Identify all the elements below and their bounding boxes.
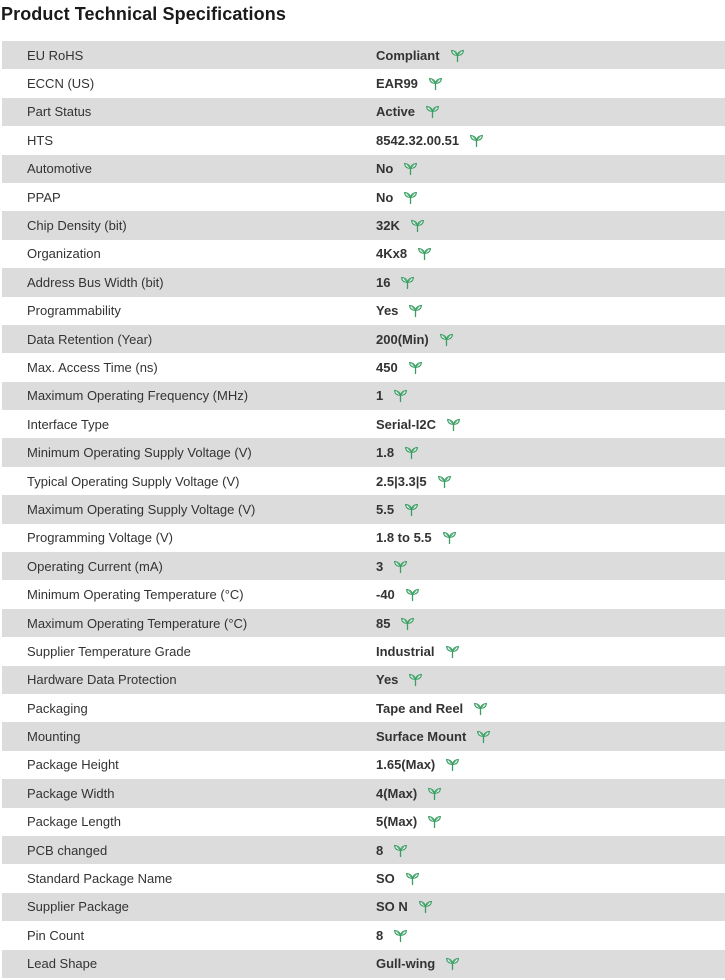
spec-label: Package Width bbox=[27, 785, 115, 801]
spec-label: Data Retention (Year) bbox=[27, 331, 153, 347]
spec-value-cell bbox=[376, 161, 419, 176]
spec-value-cell bbox=[376, 502, 420, 517]
rohs-compliant-leaf-icon bbox=[392, 843, 409, 858]
spec-value-cell bbox=[376, 275, 416, 290]
spec-label: Interface Type bbox=[27, 416, 110, 432]
spec-label: Standard Package Name bbox=[27, 871, 173, 887]
table-row bbox=[2, 921, 725, 949]
table-row bbox=[2, 609, 725, 637]
spec-value-cell bbox=[376, 757, 461, 772]
table-row bbox=[2, 893, 725, 921]
page-title: Product Technical Specifications bbox=[1, 4, 286, 24]
table-row bbox=[2, 580, 725, 608]
spec-label: Lead Shape bbox=[27, 956, 98, 972]
rohs-compliant-leaf-icon bbox=[426, 814, 443, 829]
spec-value: SO bbox=[376, 871, 395, 887]
spec-label: EU RoHS bbox=[27, 47, 84, 63]
spec-label: Automotive bbox=[27, 161, 93, 177]
spec-value: 1 bbox=[376, 388, 384, 404]
spec-value-cell bbox=[376, 616, 416, 631]
spec-value-cell bbox=[376, 360, 424, 375]
spec-value-cell bbox=[376, 445, 420, 460]
rohs-compliant-leaf-icon bbox=[441, 530, 458, 545]
spec-value-cell bbox=[376, 786, 443, 801]
table-row bbox=[2, 779, 725, 807]
spec-label: Package Length bbox=[27, 814, 121, 830]
rohs-compliant-leaf-icon bbox=[392, 388, 409, 403]
spec-value: Serial-I2C bbox=[376, 416, 436, 432]
rohs-compliant-leaf-icon bbox=[409, 218, 426, 233]
spec-value-cell bbox=[376, 644, 461, 659]
table-row bbox=[2, 552, 725, 580]
spec-label: Minimum Operating Supply Voltage (V) bbox=[27, 445, 252, 461]
table-row bbox=[2, 240, 725, 268]
table-row bbox=[2, 524, 725, 552]
spec-value-cell bbox=[376, 559, 409, 574]
rohs-compliant-leaf-icon bbox=[403, 502, 420, 517]
spec-label: Operating Current (mA) bbox=[27, 558, 163, 574]
table-row bbox=[2, 126, 725, 154]
spec-value: -40 bbox=[376, 587, 395, 603]
rohs-compliant-leaf-icon bbox=[403, 445, 420, 460]
spec-value: 16 bbox=[376, 274, 391, 290]
spec-value-cell bbox=[376, 672, 424, 687]
spec-label: Maximum Operating Frequency (MHz) bbox=[27, 388, 249, 404]
spec-value-cell bbox=[376, 871, 421, 886]
table-row bbox=[2, 637, 725, 665]
spec-value-cell bbox=[376, 843, 409, 858]
spec-label: Mounting bbox=[27, 729, 81, 745]
spec-value: 1.65(Max) bbox=[376, 757, 436, 773]
spec-value-cell bbox=[376, 218, 426, 233]
spec-value: 2.5|3.3|5 bbox=[376, 473, 427, 489]
rohs-compliant-leaf-icon bbox=[426, 786, 443, 801]
table-row bbox=[2, 694, 725, 722]
table-row bbox=[2, 41, 725, 69]
rohs-compliant-leaf-icon bbox=[444, 757, 461, 772]
spec-value: 450 bbox=[376, 359, 398, 375]
table-row bbox=[2, 666, 725, 694]
spec-value: 5.5 bbox=[376, 501, 395, 517]
table-row bbox=[2, 98, 725, 126]
rohs-compliant-leaf-icon bbox=[392, 928, 409, 943]
spec-value-cell bbox=[376, 303, 424, 318]
spec-value: SO N bbox=[376, 899, 408, 915]
spec-label: Max. Access Time (ns) bbox=[27, 359, 158, 375]
spec-value: Compliant bbox=[376, 47, 440, 63]
rohs-compliant-leaf-icon bbox=[392, 559, 409, 574]
spec-value: 1.8 bbox=[376, 445, 395, 461]
rohs-compliant-leaf-icon bbox=[407, 672, 424, 687]
rohs-compliant-leaf-icon bbox=[416, 246, 433, 261]
table-row bbox=[2, 183, 725, 211]
table-row bbox=[2, 382, 725, 410]
spec-value: Active bbox=[376, 104, 416, 120]
spec-value-cell bbox=[376, 76, 444, 91]
rohs-compliant-leaf-icon bbox=[402, 161, 419, 176]
spec-value: 32K bbox=[376, 218, 400, 234]
spec-value-cell bbox=[376, 729, 492, 744]
spec-value: Yes bbox=[376, 303, 399, 319]
spec-label: Supplier Package bbox=[27, 899, 129, 915]
rohs-compliant-leaf-icon bbox=[472, 701, 489, 716]
spec-label: Minimum Operating Temperature (°C) bbox=[27, 587, 244, 603]
table-row bbox=[2, 325, 725, 353]
table-row bbox=[2, 297, 725, 325]
spec-value: 85 bbox=[376, 615, 391, 631]
table-row bbox=[2, 69, 725, 97]
spec-value-cell bbox=[376, 48, 466, 63]
spec-label: Part Status bbox=[27, 104, 92, 120]
spec-label: Pin Count bbox=[27, 927, 85, 943]
table-row bbox=[2, 155, 725, 183]
spec-value: Surface Mount bbox=[376, 729, 467, 745]
table-row bbox=[2, 722, 725, 750]
spec-value: Yes bbox=[376, 672, 399, 688]
spec-label: Organization bbox=[27, 246, 101, 262]
rohs-compliant-leaf-icon bbox=[427, 76, 444, 91]
spec-label: Programmability bbox=[27, 303, 121, 319]
spec-value-cell bbox=[376, 417, 462, 432]
spec-value-cell bbox=[376, 956, 461, 971]
spec-value: 8542.32.00.51 bbox=[376, 132, 460, 148]
table-row bbox=[2, 438, 725, 466]
spec-value: 8 bbox=[376, 842, 384, 858]
spec-label: HTS bbox=[27, 132, 53, 148]
spec-value-cell bbox=[376, 104, 441, 119]
spec-value-cell bbox=[376, 701, 489, 716]
table-row bbox=[2, 268, 725, 296]
spec-value: EAR99 bbox=[376, 76, 418, 92]
spec-value: Gull-wing bbox=[376, 956, 436, 972]
table-row bbox=[2, 751, 725, 779]
spec-label: PCB changed bbox=[27, 842, 108, 858]
rohs-compliant-leaf-icon bbox=[436, 474, 453, 489]
rohs-compliant-leaf-icon bbox=[438, 332, 455, 347]
spec-value-cell bbox=[376, 133, 485, 148]
spec-value: 200(Min) bbox=[376, 331, 429, 347]
spec-value: 4Kx8 bbox=[376, 246, 408, 262]
rohs-compliant-leaf-icon bbox=[404, 871, 421, 886]
rohs-compliant-leaf-icon bbox=[404, 587, 421, 602]
spec-value: 8 bbox=[376, 927, 384, 943]
spec-value-cell bbox=[376, 190, 419, 205]
spec-label: Maximum Operating Supply Voltage (V) bbox=[27, 501, 256, 517]
rohs-compliant-leaf-icon bbox=[468, 133, 485, 148]
rohs-compliant-leaf-icon bbox=[399, 616, 416, 631]
spec-label: Hardware Data Protection bbox=[27, 672, 177, 688]
rohs-compliant-leaf-icon bbox=[424, 104, 441, 119]
spec-value: 1.8 to 5.5 bbox=[376, 530, 432, 546]
rohs-compliant-leaf-icon bbox=[399, 275, 416, 290]
spec-label: Supplier Temperature Grade bbox=[27, 643, 191, 659]
spec-label: Chip Density (bit) bbox=[27, 218, 127, 234]
rohs-compliant-leaf-icon bbox=[444, 956, 461, 971]
rohs-compliant-leaf-icon bbox=[407, 360, 424, 375]
rohs-compliant-leaf-icon bbox=[407, 303, 424, 318]
spec-label: PPAP bbox=[27, 189, 61, 205]
spec-value-cell bbox=[376, 388, 409, 403]
rohs-compliant-leaf-icon bbox=[417, 899, 434, 914]
table-row bbox=[2, 410, 725, 438]
spec-value: 4(Max) bbox=[376, 785, 418, 801]
table-row bbox=[2, 353, 725, 381]
spec-label: Packaging bbox=[27, 700, 88, 716]
spec-label: Typical Operating Supply Voltage (V) bbox=[27, 473, 240, 489]
spec-value: 5(Max) bbox=[376, 814, 418, 830]
table-row bbox=[2, 808, 725, 836]
table-row bbox=[2, 836, 725, 864]
table-row bbox=[2, 950, 725, 978]
spec-label: Package Height bbox=[27, 757, 119, 773]
spec-label: Address Bus Width (bit) bbox=[27, 274, 164, 290]
spec-value: No bbox=[376, 189, 394, 205]
spec-value-cell bbox=[376, 474, 453, 489]
spec-value: No bbox=[376, 161, 394, 177]
rohs-compliant-leaf-icon bbox=[444, 644, 461, 659]
rohs-compliant-leaf-icon bbox=[475, 729, 492, 744]
table-row bbox=[2, 467, 725, 495]
spec-value-cell bbox=[376, 246, 433, 261]
spec-table bbox=[2, 41, 725, 978]
spec-value-cell bbox=[376, 530, 458, 545]
rohs-compliant-leaf-icon bbox=[449, 48, 466, 63]
spec-value-cell bbox=[376, 814, 443, 829]
spec-value-cell bbox=[376, 899, 434, 914]
spec-value: 3 bbox=[376, 558, 384, 574]
rohs-compliant-leaf-icon bbox=[445, 417, 462, 432]
spec-value: Industrial bbox=[376, 643, 435, 659]
spec-value-cell bbox=[376, 928, 409, 943]
table-row bbox=[2, 495, 725, 523]
rohs-compliant-leaf-icon bbox=[402, 190, 419, 205]
spec-value: Tape and Reel bbox=[376, 700, 464, 716]
table-row bbox=[2, 864, 725, 892]
spec-value-cell bbox=[376, 332, 455, 347]
spec-label: Maximum Operating Temperature (°C) bbox=[27, 615, 248, 631]
spec-label: ECCN (US) bbox=[27, 76, 95, 92]
table-row bbox=[2, 211, 725, 239]
spec-label: Programming Voltage (V) bbox=[27, 530, 173, 546]
spec-value-cell bbox=[376, 587, 421, 602]
